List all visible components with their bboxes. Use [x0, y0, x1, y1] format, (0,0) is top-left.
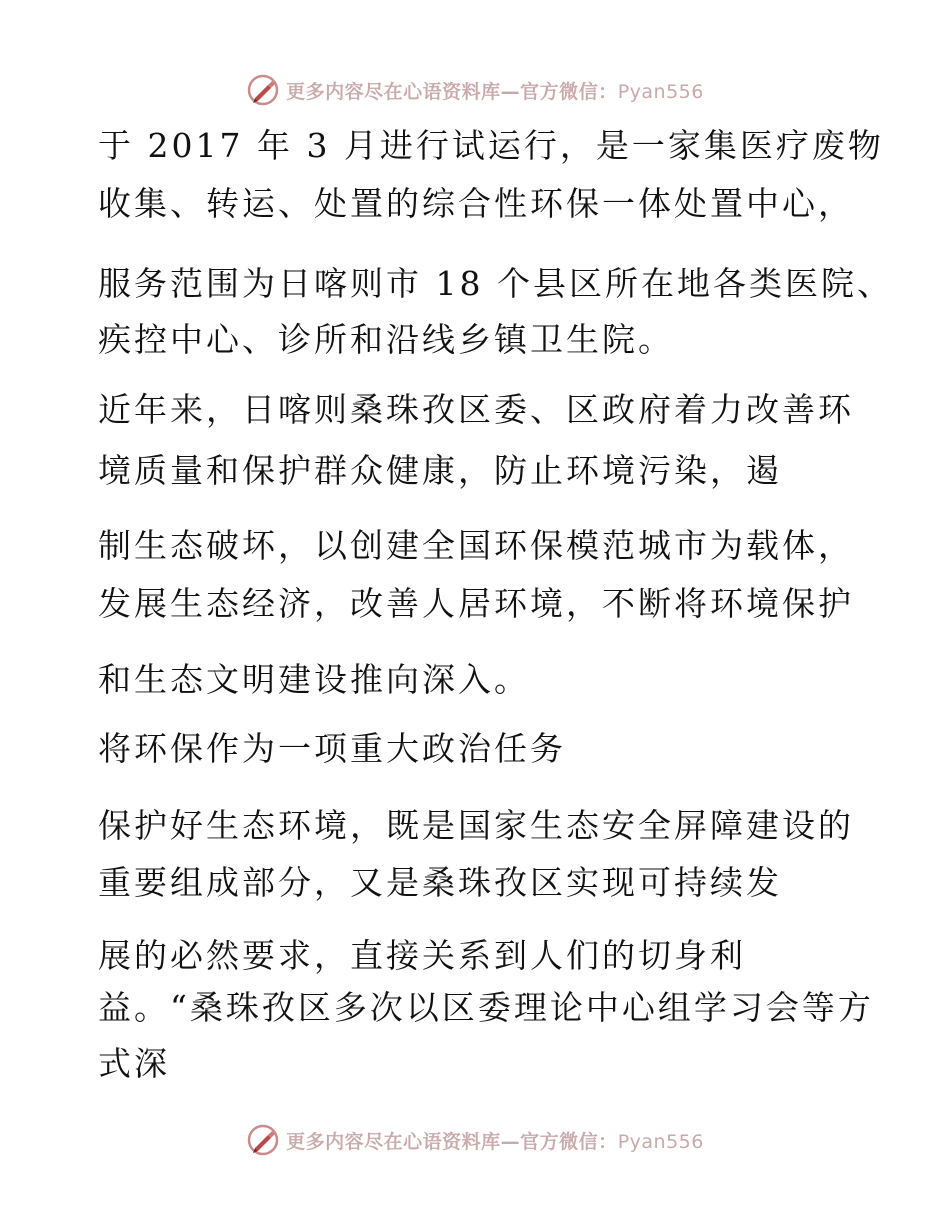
body-line: 疾控中心、诊所和沿线乡镇卫生院。 [98, 320, 674, 359]
body-line: 近年来，日喀则桑珠孜区委、区政府着力改善环 [98, 390, 854, 429]
watermark-text: 更多内容尽在心语资料库—官方微信：Pyan556 [286, 1130, 704, 1153]
body-line: 境质量和保护群众健康，防止环境污染，遏 [98, 451, 782, 490]
body-line: 益。“桑珠孜区多次以区委理论中心组学习会等方 [98, 988, 874, 1027]
header-watermark [0, 72, 950, 108]
footer-watermark [0, 1122, 950, 1158]
body-line: 重要组成部分，又是桑珠孜区实现可持续发 [98, 863, 782, 902]
pen-logo-icon [246, 1123, 280, 1157]
body-line: 服务范围为日喀则市 18 个县区所在地各类医院、 [98, 264, 893, 303]
body-line: 制生态破坏，以创建全国环保模范城市为载体， [98, 526, 854, 565]
body-line: 保护好生态环境，既是国家生态安全屏障建设的 [98, 806, 854, 845]
pen-logo-icon [246, 73, 280, 107]
body-line: 将环保作为一项重大政治任务 [98, 729, 566, 768]
body-line: 发展生态经济，改善人居环境，不断将环境保护 [98, 584, 854, 623]
body-line: 和生态文明建设推向深入。 [98, 660, 530, 699]
body-line: 式深 [98, 1044, 170, 1083]
body-line: 展的必然要求，直接关系到人们的切身利 [98, 936, 746, 975]
body-line: 收集、转运、处置的综合性环保一体处置中心， [98, 184, 854, 223]
watermark-text: 更多内容尽在心语资料库—官方微信：Pyan556 [286, 80, 704, 103]
body-line: 于 2017 年 3 月进行试运行，是一家集医疗废物 [98, 126, 884, 165]
